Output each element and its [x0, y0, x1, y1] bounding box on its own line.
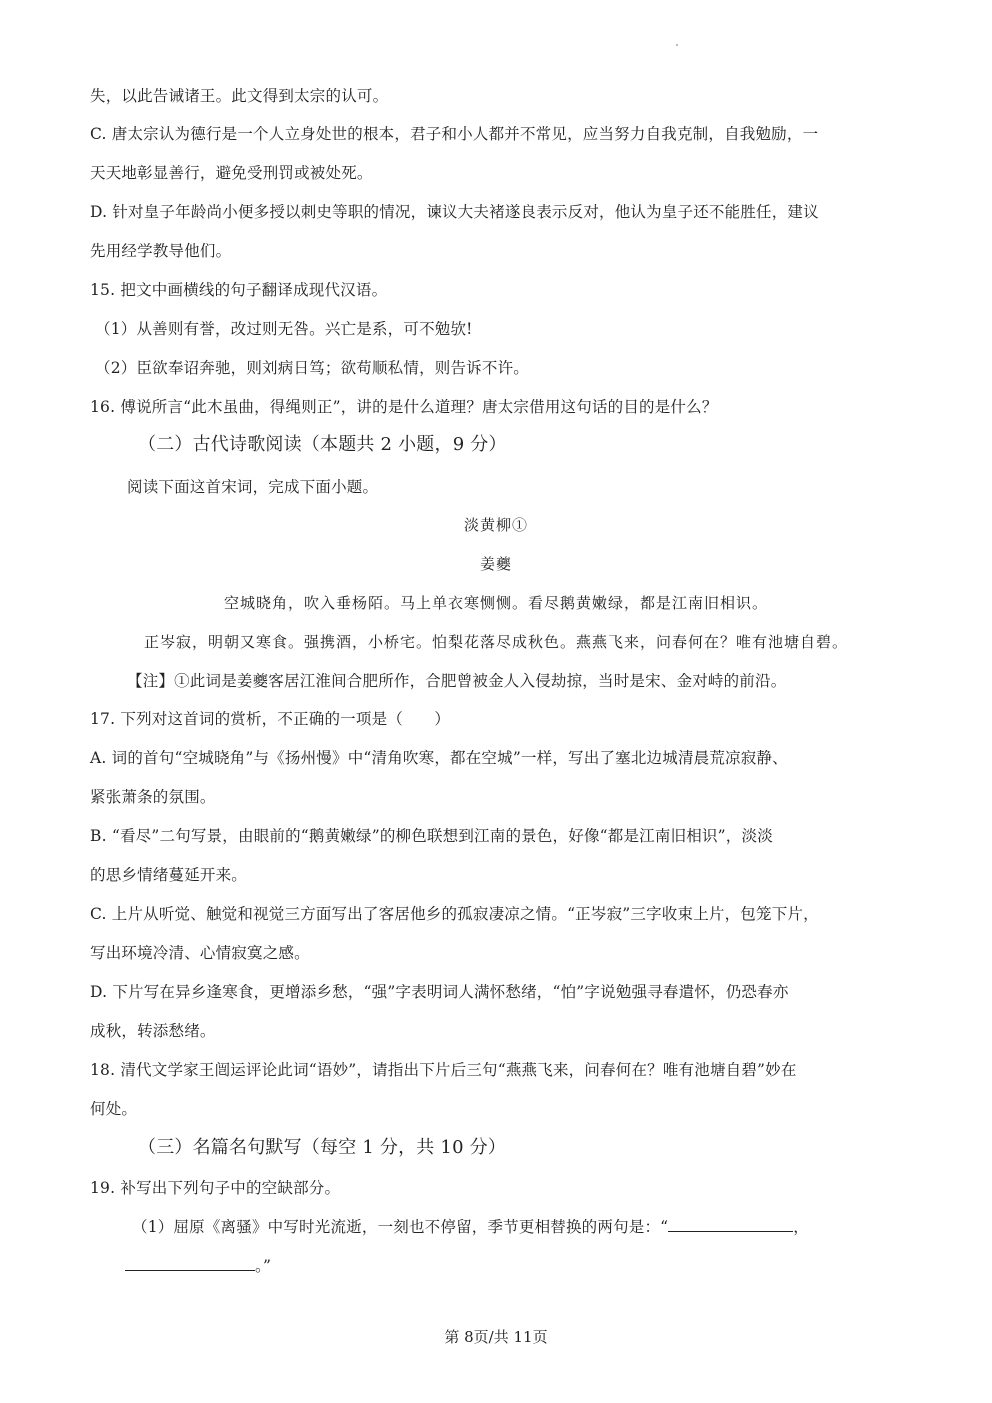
question-17: 17. 下列对这首词的赏析，不正确的一项是（ ） [90, 710, 451, 728]
section-heading-poetry: （二）古代诗歌阅读（本题共 2 小题，9 分） [138, 434, 507, 455]
text-line: 失，以此告诫诸王。此文得到太宗的认可。 [90, 87, 389, 105]
speck [676, 44, 678, 46]
question-19-item-1 [132, 1216, 952, 1238]
poem-note: 【注】①此词是姜夔客居江淮间合肥所作，合肥曾被金人入侵劫掠，当时是宋、金对峙的前沿。 [127, 672, 787, 690]
answer-blank[interactable] [125, 1256, 255, 1271]
option-b: B. “看尽”二句写景，由眼前的“鹅黄嫩绿”的柳色联想到江南的景色，好像“都是江南旧相识”，淡淡 [90, 827, 773, 845]
reading-instruction: 阅读下面这首宋词，完成下面小题。 [127, 478, 379, 496]
question-19: 19. 补写出下列句子中的空缺部分。 [90, 1179, 341, 1197]
poem-author: 姜夔 [479, 555, 512, 573]
question-text: （1）屈原《离骚》中写时光流逝，一刻也不停留，季节更相替换的两句是：“ [132, 1218, 669, 1236]
text-line: 先用经学教导他们。 [90, 242, 232, 260]
option-d: D. 针对皇子年龄尚小便多授以刺史等职的情况，谏议大夫褚遂良表示反对，他认为皇子还不能胜任，建议 [90, 203, 819, 221]
question-15-item-1: （1）从善则有誉，改过则无咎。兴亡是系，可不勉欤! [95, 320, 473, 338]
text-line: 成秋，转添愁绪。 [90, 1022, 216, 1040]
question-19-item-1-cont [125, 1255, 945, 1277]
question-15-item-2: （2）臣欲奉诏奔驰，则刘病日笃；欲苟顺私情，则告诉不许。 [95, 359, 529, 377]
option-a: A. 词的首句“空城晓角”与《扬州慢》中“清角吹寒，都在空城”一样，写出了塞北边城清晨荒凉寂静、 [90, 749, 788, 767]
question-15: 15. 把文中画横线的句子翻译成现代汉语。 [90, 281, 388, 299]
question-18: 18. 清代文学家王闿运评论此词“语妙”，请指出下片后三句“燕燕飞来，问春何在？唯有池塘自碧”妙在 [90, 1061, 797, 1079]
punctuation: 。” [255, 1257, 272, 1275]
question-16: 16. 傅说所言“此木虽曲，得绳则正”，讲的是什么道理？唐太宗借用这句话的目的是什么？ [90, 398, 718, 416]
option-c: C. 上片从听觉、触觉和视觉三方面写出了客居他乡的孤寂凄凉之情。“正岑寂”三字收束上片，包笼下片， [90, 905, 819, 923]
poem-title: 淡黄柳① [463, 516, 528, 534]
page-footer: 第 8页/共 11页 [444, 1328, 548, 1346]
section-heading-recitation: （三）名篇名句默写（每空 1 分，共 10 分） [138, 1137, 507, 1158]
option-c: C. 唐太宗认为德行是一个人立身处世的根本，君子和小人都并不常见，应当努力自我克制，自我勉励，一 [90, 125, 819, 143]
answer-blank[interactable] [668, 1217, 793, 1232]
text-line: 紧张萧条的氛围。 [90, 788, 216, 806]
punctuation: ， [793, 1218, 809, 1236]
poem-line: 空城晓角，吹入垂杨陌。马上单衣寒恻恻。看尽鹅黄嫩绿，都是江南旧相识。 [223, 594, 768, 612]
option-d: D. 下片写在异乡逢寒食，更增添乡愁，“强”字表明词人满怀愁绪，“怕”字说勉强寻春遣怀，仍恐春亦 [90, 983, 789, 1001]
text-line: 写出环境冷清、心情寂寞之感。 [90, 944, 310, 962]
text-line: 天天地彰显善行，避免受刑罚或被处死。 [90, 164, 373, 182]
text-line: 何处。 [90, 1100, 138, 1118]
text-line: 的思乡情绪蔓延开来。 [90, 866, 248, 884]
poem-line: 正岑寂，明朝又寒食。强携酒，小桥宅。怕梨花落尽成秋色。燕燕飞来，问春何在？唯有池塘自碧。 [143, 633, 848, 651]
